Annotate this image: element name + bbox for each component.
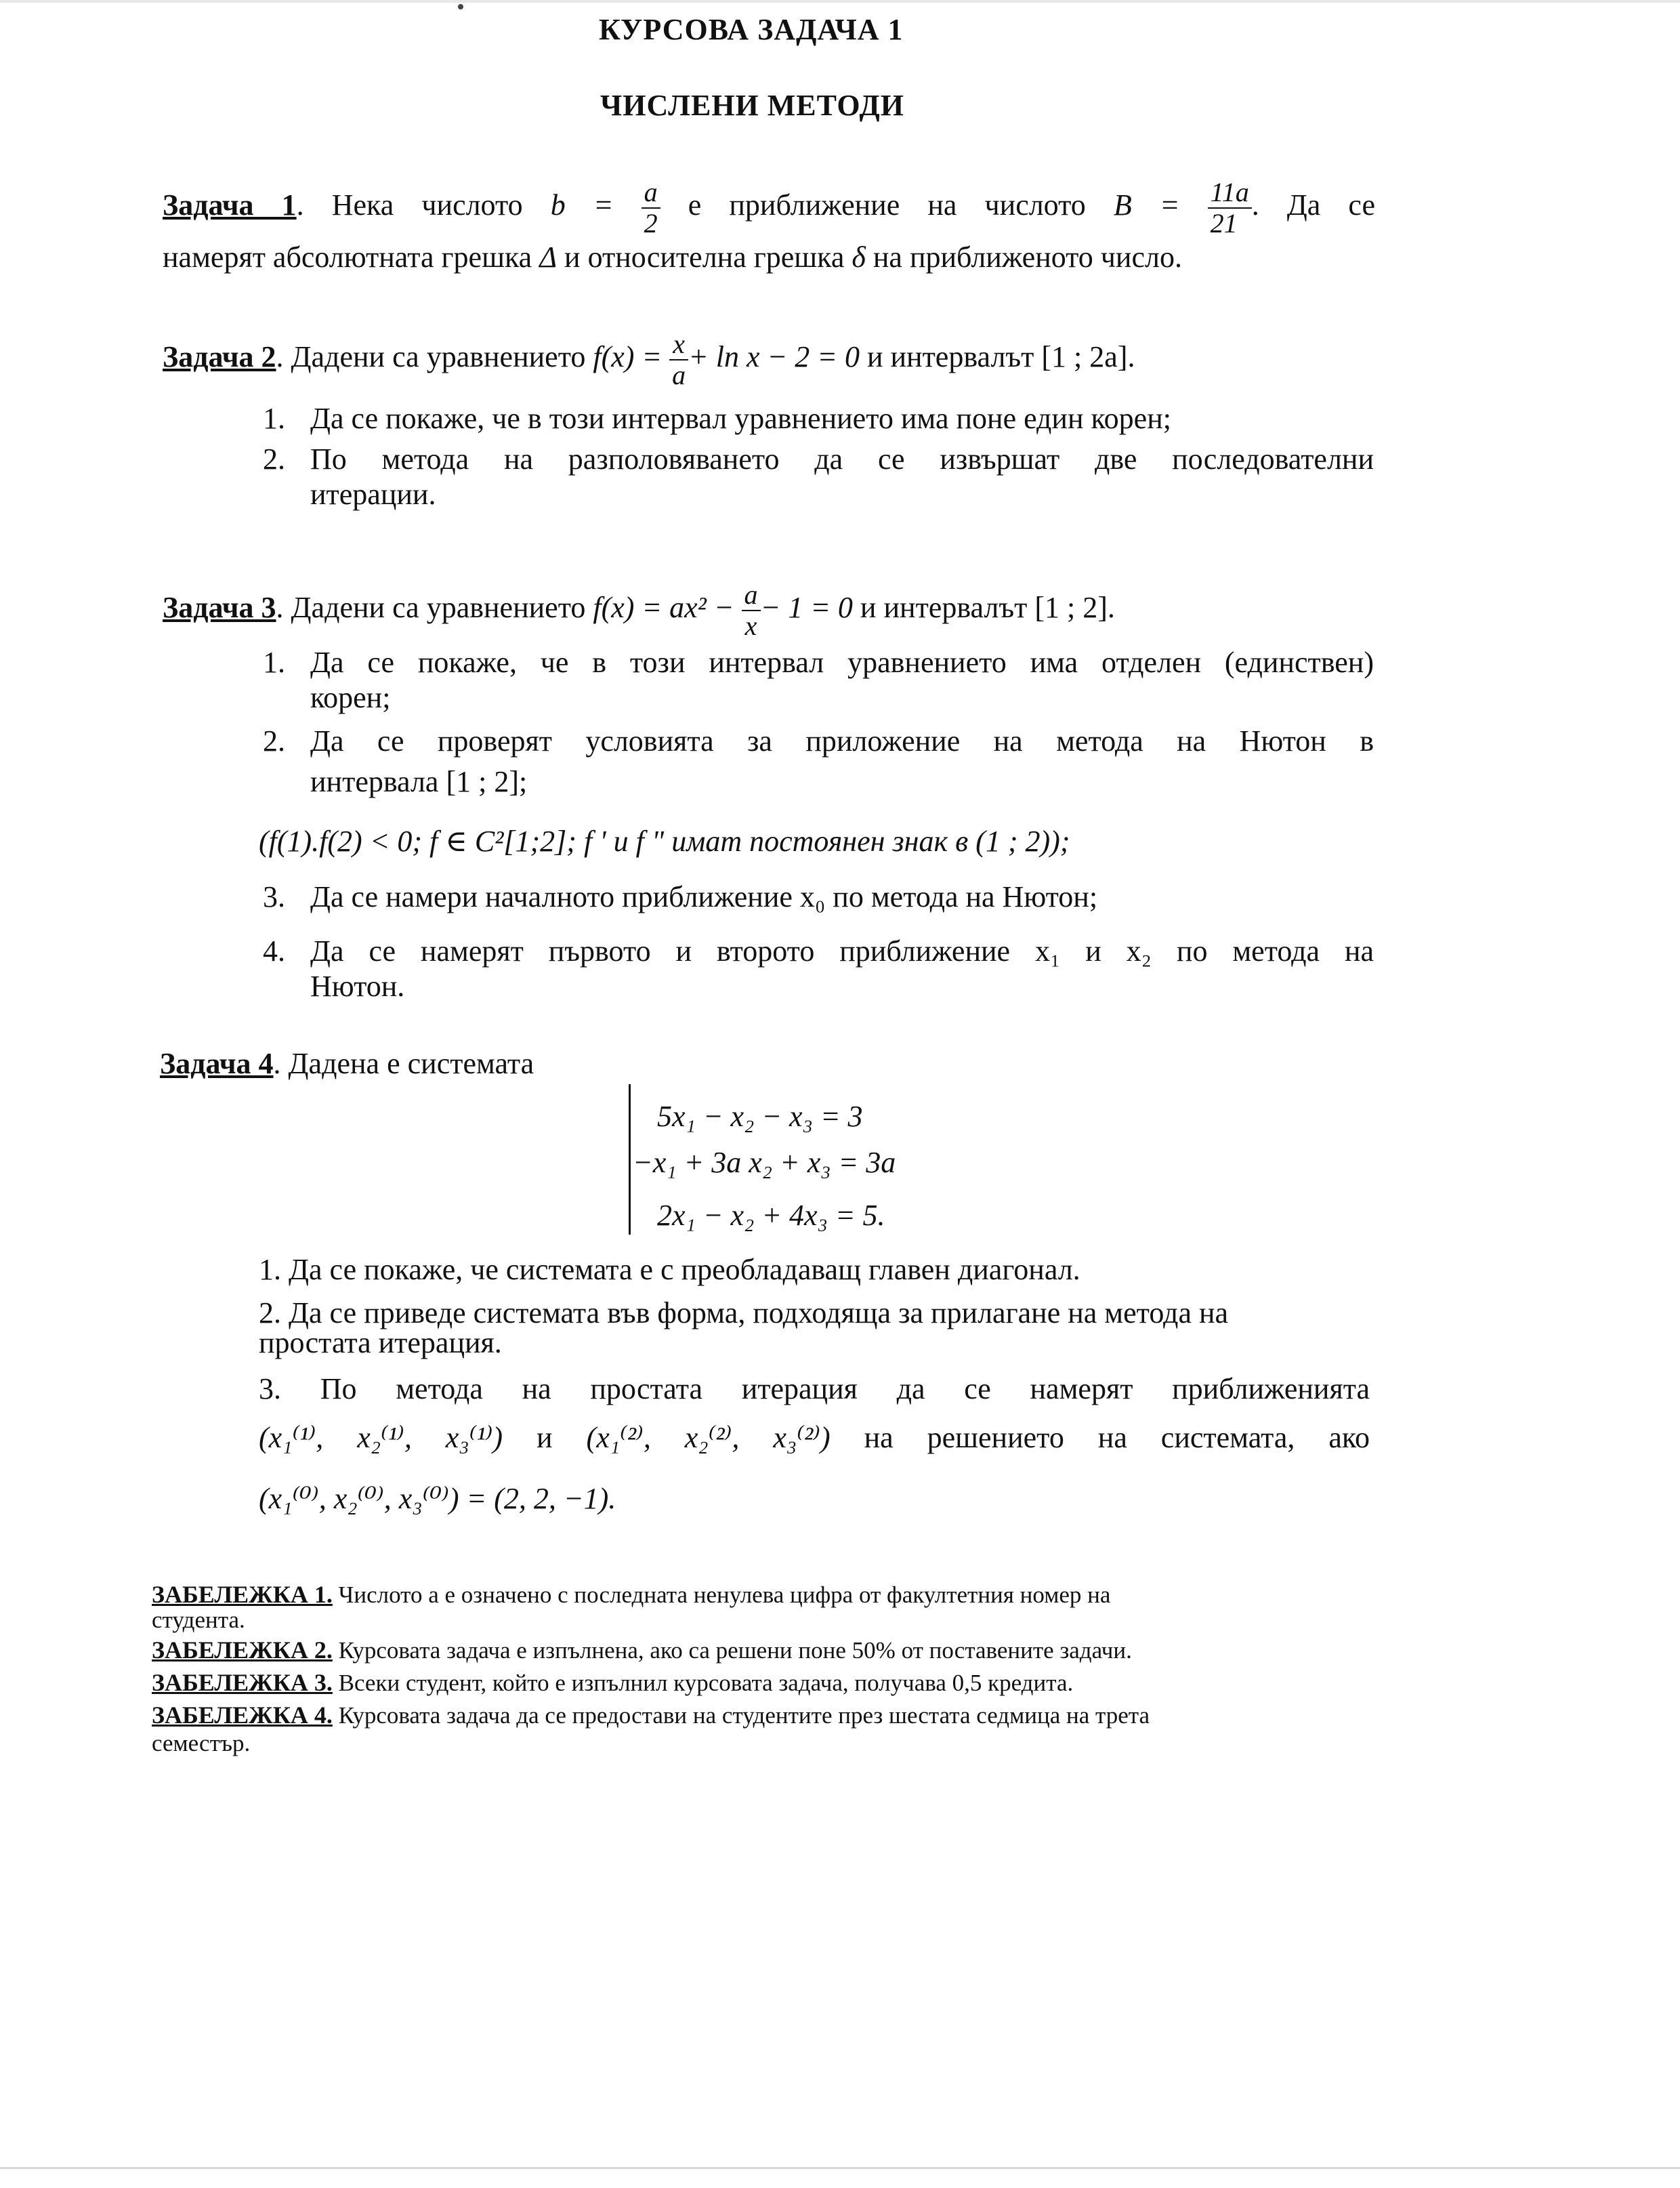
system-eq-2: −x₁ + 3a x₂ + x₃ = 3a bbox=[633, 1146, 896, 1179]
task3-item2-cont: интервала [1 ; 2]; bbox=[310, 765, 528, 798]
task4-item3-line2: (x₁⁽¹⁾, x₂⁽¹⁾, x₃⁽¹⁾) и (x₁⁽²⁾, x₂⁽²⁾, x₃⁽²⁾) на решението на системата, ако bbox=[259, 1421, 1370, 1454]
task4-item3: 3. По метода на простата итерация да се намерят приближенията bbox=[259, 1372, 1370, 1405]
task4-statement: Задача 4. Дадена е системата bbox=[160, 1047, 534, 1080]
task3-item2: 2. Да се проверят условията за приложение на метода на Нютон в bbox=[263, 724, 1374, 758]
task4-item3-line3: (x₁⁽⁰⁾, x₂⁽⁰⁾, x₃⁽⁰⁾) = (2, 2, −1). bbox=[259, 1482, 616, 1515]
scan-speck bbox=[458, 4, 463, 9]
task2-statement: Задача 2. Дадени са уравнението f(x) = $\frac{x}{a}$ + ln x − 2 = 0 и интервалът [1 ; 2a]. bbox=[163, 329, 1135, 390]
B-fraction: $\frac{11a}{21}$ bbox=[1208, 178, 1252, 239]
task3-item4: 4. Да се намерят първото и второто приближение x₁ и x₂ по метода на bbox=[263, 934, 1374, 968]
task1-line2: намерят абсолютната грешка Δ и относителна грешка δ на приближеното число. bbox=[163, 241, 1182, 274]
task3-statement: Задача 3. Дадени са уравнението f(x) = ax² − $\frac{a}{x}$ − 1 = 0 и интервалът [1 ; 2]. bbox=[163, 579, 1115, 641]
task1-label: Задача 1 bbox=[163, 188, 297, 222]
note-2: ЗАБЕЛЕЖКА 2. Курсовата задача е изпълнена, ако са решени поне 50% от поставените задачи. bbox=[152, 1636, 1132, 1664]
scan-edge bbox=[0, 2167, 1680, 2169]
task3-item4-cont: Нютон. bbox=[310, 970, 405, 1003]
note-1: ЗАБЕЛЕЖКА 1. Числото a е означено с последната ненулева цифра от факултетния номер на bbox=[152, 1581, 1111, 1608]
task4-item1: 1. Да се покаже, че системата е с преобладаващ главен диагонал. bbox=[259, 1253, 1080, 1286]
page-subtitle: ЧИСЛЕНИ МЕТОДИ bbox=[600, 89, 904, 122]
task3-label: Задача 3 bbox=[163, 591, 276, 625]
note-1-cont: студента. bbox=[152, 1607, 245, 1633]
b-fraction: $\frac{a}{2}$ bbox=[642, 178, 660, 239]
B-expression: B = $\frac{11a}{21}$ bbox=[1114, 188, 1252, 222]
task2-item2: 2. По метода на разполовяването да се извършат две последователни bbox=[263, 442, 1374, 476]
task2-item1: 1. Да се покаже, че в този интервал уравнението има поне един корен; bbox=[263, 402, 1171, 435]
task4-item2-cont: простата итерация. bbox=[259, 1326, 502, 1359]
task3-item1: 1. Да се покаже, че в този интервал уравнението има отделен (единствен) bbox=[263, 646, 1374, 679]
page-title: КУРСОВА ЗАДАЧА 1 bbox=[599, 13, 904, 46]
system-eq-1: 5x₁ − x₂ − x₃ = 3 bbox=[657, 1100, 863, 1133]
b-expression: b = $\frac{a}{2}$ bbox=[551, 188, 660, 222]
task2-item2-cont: итерации. bbox=[310, 478, 436, 511]
task3-item3: 3. Да се намери началното приближение x₀ по метода на Нютон; bbox=[263, 880, 1098, 913]
note-3: ЗАБЕЛЕЖКА 3. Всеки студент, който е изпълнил курсовата задача, получава 0,5 кредита. bbox=[152, 1669, 1074, 1696]
task3-item1-cont: корен; bbox=[310, 681, 391, 714]
task2-label: Задача 2 bbox=[163, 340, 276, 374]
task3-conditions: (f(1).f(2) < 0; f ∈ C²[1;2]; f ' и f " имат постоянен знак в (1 ; 2)); bbox=[259, 825, 1070, 858]
task4-item2: 2. Да се приведе системата във форма, подходяща за прилагане на метода на bbox=[259, 1296, 1229, 1329]
note-4: ЗАБЕЛЕЖКА 4. Курсовата задача да се предостави на студентите през шестата седмица на трета bbox=[152, 1701, 1150, 1729]
system-bracket bbox=[629, 1084, 631, 1235]
system-eq-3: 2x₁ − x₂ + 4x₃ = 5. bbox=[657, 1199, 885, 1232]
task3-fraction: $\frac{a}{x}$ bbox=[742, 580, 761, 641]
scan-shadow bbox=[0, 0, 1680, 3]
task4-label: Задача 4 bbox=[160, 1047, 274, 1080]
task2-fraction: $\frac{x}{a}$ bbox=[669, 329, 688, 390]
note-4-cont: семестър. bbox=[152, 1730, 251, 1756]
task1-line1: Задача 1. Нека числото b = $\frac{a}{2}$ е приближение на числото B = $\frac{11a}{21}$ . Да се bbox=[163, 177, 1376, 239]
